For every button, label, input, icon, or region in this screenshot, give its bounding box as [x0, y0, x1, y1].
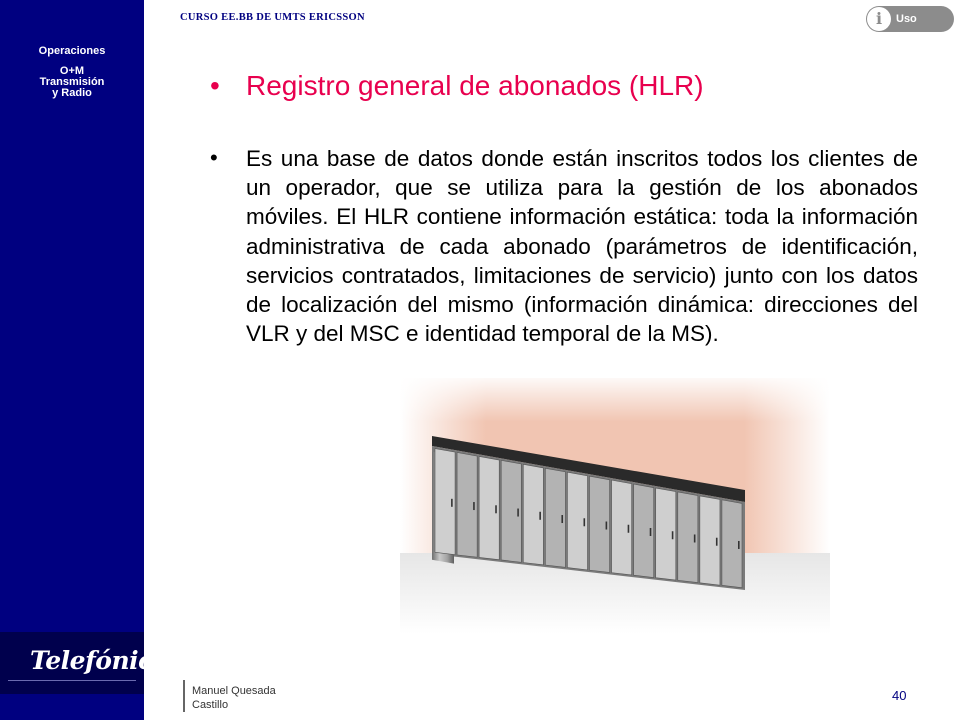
- cabinet-handle: [672, 531, 674, 539]
- sidebar-title-line3: Transmisión: [39, 76, 105, 88]
- page-number: 40: [892, 688, 907, 703]
- telefonica-logo: Telefónica: [30, 646, 169, 675]
- internal-use-badge: [866, 6, 954, 51]
- footer-divider: [183, 680, 185, 712]
- cabinet-handle: [473, 502, 475, 510]
- cabinet-handle: [606, 522, 608, 530]
- cabinet-handle: [584, 518, 586, 526]
- cabinet-handle: [539, 512, 541, 520]
- sidebar: [0, 0, 144, 720]
- cabinet-handle: [628, 525, 630, 533]
- badge-label: Uso Interno: [896, 13, 934, 51]
- heading-bullet: •: [210, 70, 220, 101]
- course-title: CURSO EE.BB DE UMTS ERICSSON: [180, 12, 365, 23]
- info-icon: i: [867, 7, 891, 31]
- cabinet-handle: [716, 538, 718, 546]
- sidebar-title-line2: O+M: [59, 65, 85, 77]
- body-bullet: •: [210, 145, 218, 170]
- slide-heading: Registro general de abonados (HLR): [246, 70, 704, 101]
- cabinet-handle: [451, 499, 453, 507]
- sidebar-title-line4: y Radio: [52, 87, 92, 99]
- logo-underline: [8, 680, 136, 681]
- cabinet-handle: [517, 509, 519, 517]
- cabinet-handle: [561, 515, 563, 523]
- cabinet-handle: [650, 528, 652, 536]
- author-line1: Manuel Quesada: [192, 685, 276, 697]
- cabinet-handle: [495, 505, 497, 513]
- cabinet-handle: [738, 541, 740, 549]
- author: [192, 684, 276, 712]
- server-rack-illustration: [400, 378, 830, 634]
- body-paragraph: Es una base de datos donde están inscritos todos los clientes de un operador, que se utiliza para la gestión de los abonados móviles. El HLR contiene información estática: toda la información administrativa de cada abonado (parámetros de identificación, servicios contratados, limitaciones de servicio) junto con los datos de localización del mismo (información dinámica: direcciones del VLR y del MSC e identidad temporal de la MS).: [246, 146, 918, 347]
- sidebar-title-line1: Operaciones: [38, 45, 106, 57]
- cabinet-handle: [694, 534, 696, 542]
- author-line2: Castillo: [192, 699, 229, 711]
